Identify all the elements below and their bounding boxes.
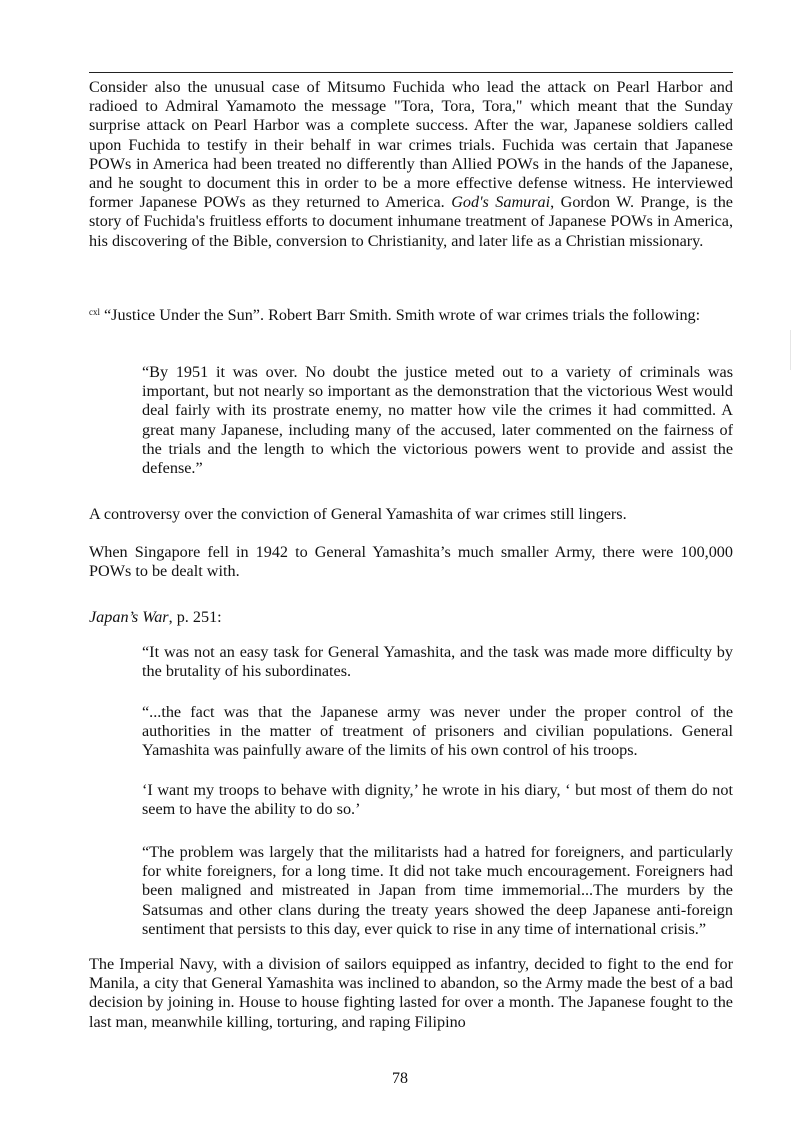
paragraph-manila: The Imperial Navy, with a division of sailors equipped as infantry, decided to fight to the end for Manila, a city that General Yamashita was inclined to abandon, so the Army made the best of a bad decision by joining in. House to house fighting lasted for over a month. The Japanese fought to the last man, meanwhile killing, torturing, and raping Filipino [89,955,733,1031]
page-number: 78 [392,1070,408,1087]
top-rule [89,72,733,73]
source-citation [89,608,733,627]
quote-army: “...the fact was that the Japanese army was never under the proper control of the authorities in the matter of treatment of prisoners and civilian populations. General Yamashita was painfully aware of the limits of his own control of his troops. [142,703,733,760]
quote-1951: “By 1951 it was over. No doubt the justice meted out to a variety of criminals was important, but not nearly so important as the demonstration that the victorious West would deal fairly with its prostrate enemy, no matter how vile the crimes it had committed. A great many Japanese, including many of the accused, later commented on the fairness of the trials and the length to which the victorious powers went to provide and assist the defense.” [142,363,733,478]
footnote-text: “Justice Under the Sun”. Robert Barr Smith. Smith wrote of war crimes trials the following: [104,306,701,324]
paragraph-fuchida-tail: , Gordon W. Prange, is the story of Fuchida's fruitless efforts to document inhumane treatment of Japanese POWs in America, his discovering of the Bible, conversion to Christianity, and later life as a Christian missionary. [89,193,733,250]
paragraph-controversy: A controversy over the conviction of General Yamashita of war crimes still lingers. [89,505,627,523]
quote-task: “It was not an easy task for General Yamashita, and the task was made more difficulty by the brutality of his subordinates. [142,643,733,681]
book-title-gods-samurai: God's Samurai [451,193,551,212]
footnote-cxl [89,303,733,325]
quote-problem: “The problem was largely that the militarists had a hatred for foreigners, and particularly for white foreigners, for a long time. It did not take much encouragement. Foreigners had been maligned and mistreated in Japan from time immemorial...The murders by the Satsumas and other clans during the treaty years showed the deep Japanese anti-foreign sentiment that persists to this day, ever quick to rise in any time of international crisis.” [142,843,733,938]
scan-edge-mark [790,330,791,370]
source-page: , p. 251: [168,608,222,626]
paragraph-fuchida-text: Consider also the unusual case of Mitsumo Fuchida who lead the attack on Pearl Harbor and radioed to Admiral Yamamoto the message "Tora, Tora, Tora," which meant that the Sunday surprise attack on Pearl Harbor was a complete success. After the war, Japanese soldiers called upon Fuchida to testify in their behalf in war crimes trials. Fuchida was certain that Japanese POWs in America had been treated no differently than Allied POWs in the hands of the Japanese, and he sought to document this in order to be a more effective defense witness. He interviewed former Japanese POWs as they returned to America. [89,78,733,212]
book-title-japans-war: Japan’s War [89,608,169,626]
paragraph-fuchida [89,78,733,251]
quote-diary: ‘I want my troops to behave with dignity,’ he wrote in his diary, ‘ but most of them do not seem to have the ability to do so.’ [142,781,733,819]
paragraph-singapore: When Singapore fell in 1942 to General Yamashita’s much smaller Army, there were 100,000 POWs to be dealt with. [89,543,733,581]
footnote-marker: cxl [89,307,100,317]
